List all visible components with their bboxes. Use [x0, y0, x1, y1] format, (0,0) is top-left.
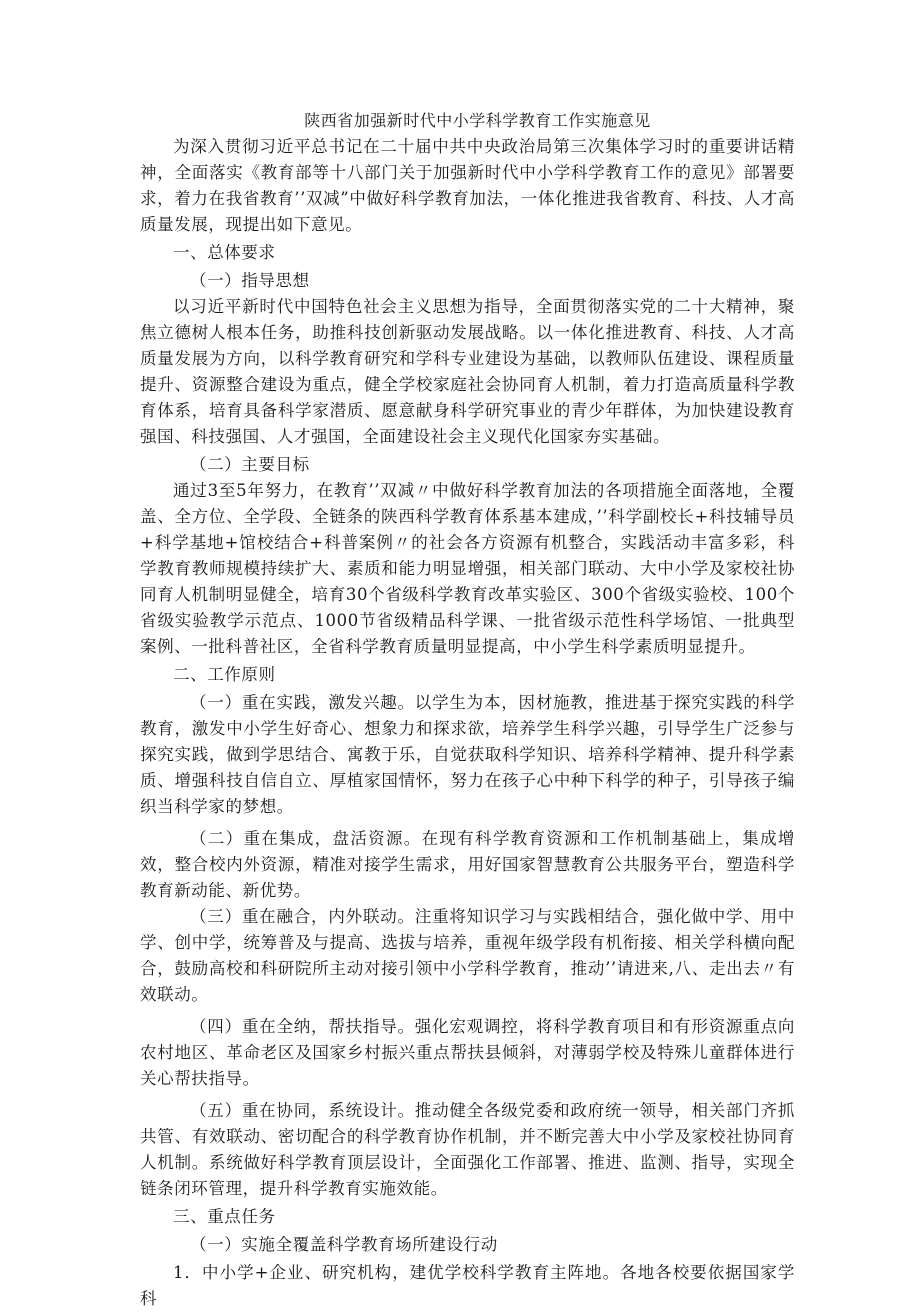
document-page: [140, 108, 795, 1312]
intro-paragraph: 为深入贯彻习近平总书记在二十届中共中央政治局第三次集体学习时的重要讲话精神，全面落实《教育部等十八部门关于加强新时代中小学科学教育工作的意见》部署要求，着力在我省教育’’双减”中做好科学教育加法，一体化推进我省教育、科技、人才高质量发展，现提出如下意见。: [140, 137, 795, 234]
key-task-item-1: 1．中小学+企业、研究机构，建优学校科学教育主阵地。各地各校要依据国家学科: [140, 1263, 795, 1308]
main-goals-paragraph: 通过3至5年努力，在教育’’双减〃中做好科学教育加法的各项措施全面落地，全覆盖、全方位、全学段、全链条的陕西科学教育体系基本建成，’’科学副校长+科技辅导员+科学基地+馆校结合+科普案例〃的社会各方资源有机整合，实践活动丰富多彩，科学教育教师规模持续扩大、素质和能力明显增强，相关部门联动、大中小学及家校社协同育人机制明显健全，培育30个省级科学教育改革实验区、300个省级实验校、100个省级实验教学示范点、1000节省级精品科学课、一批省级示范性科学场馆、一批典型案例、一批科普社区，全省科学教育质量明显提高，中小学生科学素质明显提升。: [140, 481, 795, 656]
subsection-heading-venue-construction: （一）实施全覆盖科学教育场所建设行动: [190, 1235, 498, 1254]
section-heading-key-tasks: 三、重点任务: [173, 1207, 276, 1226]
principle-paragraph-3: （三）重在融合，内外联动。注重将知识学习与实践相结合，强化做中学、用中学、创中学，统筹普及与提高、选拔与培养，重视年级学段有机衔接、相关学科横向配合，鼓励高校和科研院所主动对接引领中小学科学教育，推动’’请进来,八、走出去〃有效联动。: [140, 907, 795, 1004]
principle-paragraph-4: （四）重在全纳，帮扶指导。强化宏观调控，将科学教育项目和有形资源重点向农村地区、革命老区及国家乡村振兴重点帮扶县倾斜，对薄弱学校及特殊儿童群体进行关心帮扶指导。: [140, 1017, 795, 1088]
guiding-ideology-paragraph: 以习近平新时代中国特色社会主义思想为指导，全面贯彻落实党的二十大精神，聚焦立德树人根本任务，助推科技创新驱动发展战略。以一体化推进教育、科技、人才高质量发展为方向，以科学教育研究和学科专业建设为基础，以教师队伍建设、课程质量提升、资源整合建设为重点，健全学校家庭社会协同育人机制，着力打造高质量科学教育体系，培育具备科学家潜质、愿意献身科学研究事业的青少年群体，为加快建设教育强国、科技强国、人才强国，全面建设社会主义现代化国家夯实基础。: [140, 297, 795, 446]
document-title: 陕西省加强新时代中小学科学教育工作实施意见: [304, 111, 651, 130]
section-heading-general-requirements: 一、总体要求: [173, 243, 276, 262]
principle-paragraph-5: （五）重在协同，系统设计。推动健全各级党委和政府统一领导，相关部门齐抓共管、有效联动、密切配合的科学教育协作机制，并不断完善大中小学及家校社协同育人机制。系统做好科学教育顶层设计，全面强化工作部署、推进、监测、指导，实现全链条闭环管理，提升科学教育实施效能。: [140, 1101, 795, 1198]
section-heading-work-principles: 二、工作原则: [173, 665, 276, 684]
subsection-heading-guiding-ideology: （一）指导思想: [190, 271, 310, 290]
principle-paragraph-1: （一）重在实践，激发兴趣。以学生为本，因材施教，推进基于探究实践的科学教育，激发中小学生好奇心、想象力和探求欲，培养学生科学兴趣，引导学生广泛参与探究实践，做到学思结合、寓教于乐，自觉获取科学知识、培养科学精神、提升科学素质、增强科技自信自立、厚植家国情怀，努力在孩子心中种下科学的种子，引导孩子编织当科学家的梦想。: [140, 693, 795, 816]
principle-paragraph-2: （二）重在集成，盘活资源。在现有科学教育资源和工作机制基础上，集成增效，整合校内外资源，精准对接学生需求，用好国家智慧教育公共服务平台，塑造科学教育新动能、新优势。: [140, 829, 795, 900]
subsection-heading-main-goals: （二）主要目标: [190, 455, 310, 474]
